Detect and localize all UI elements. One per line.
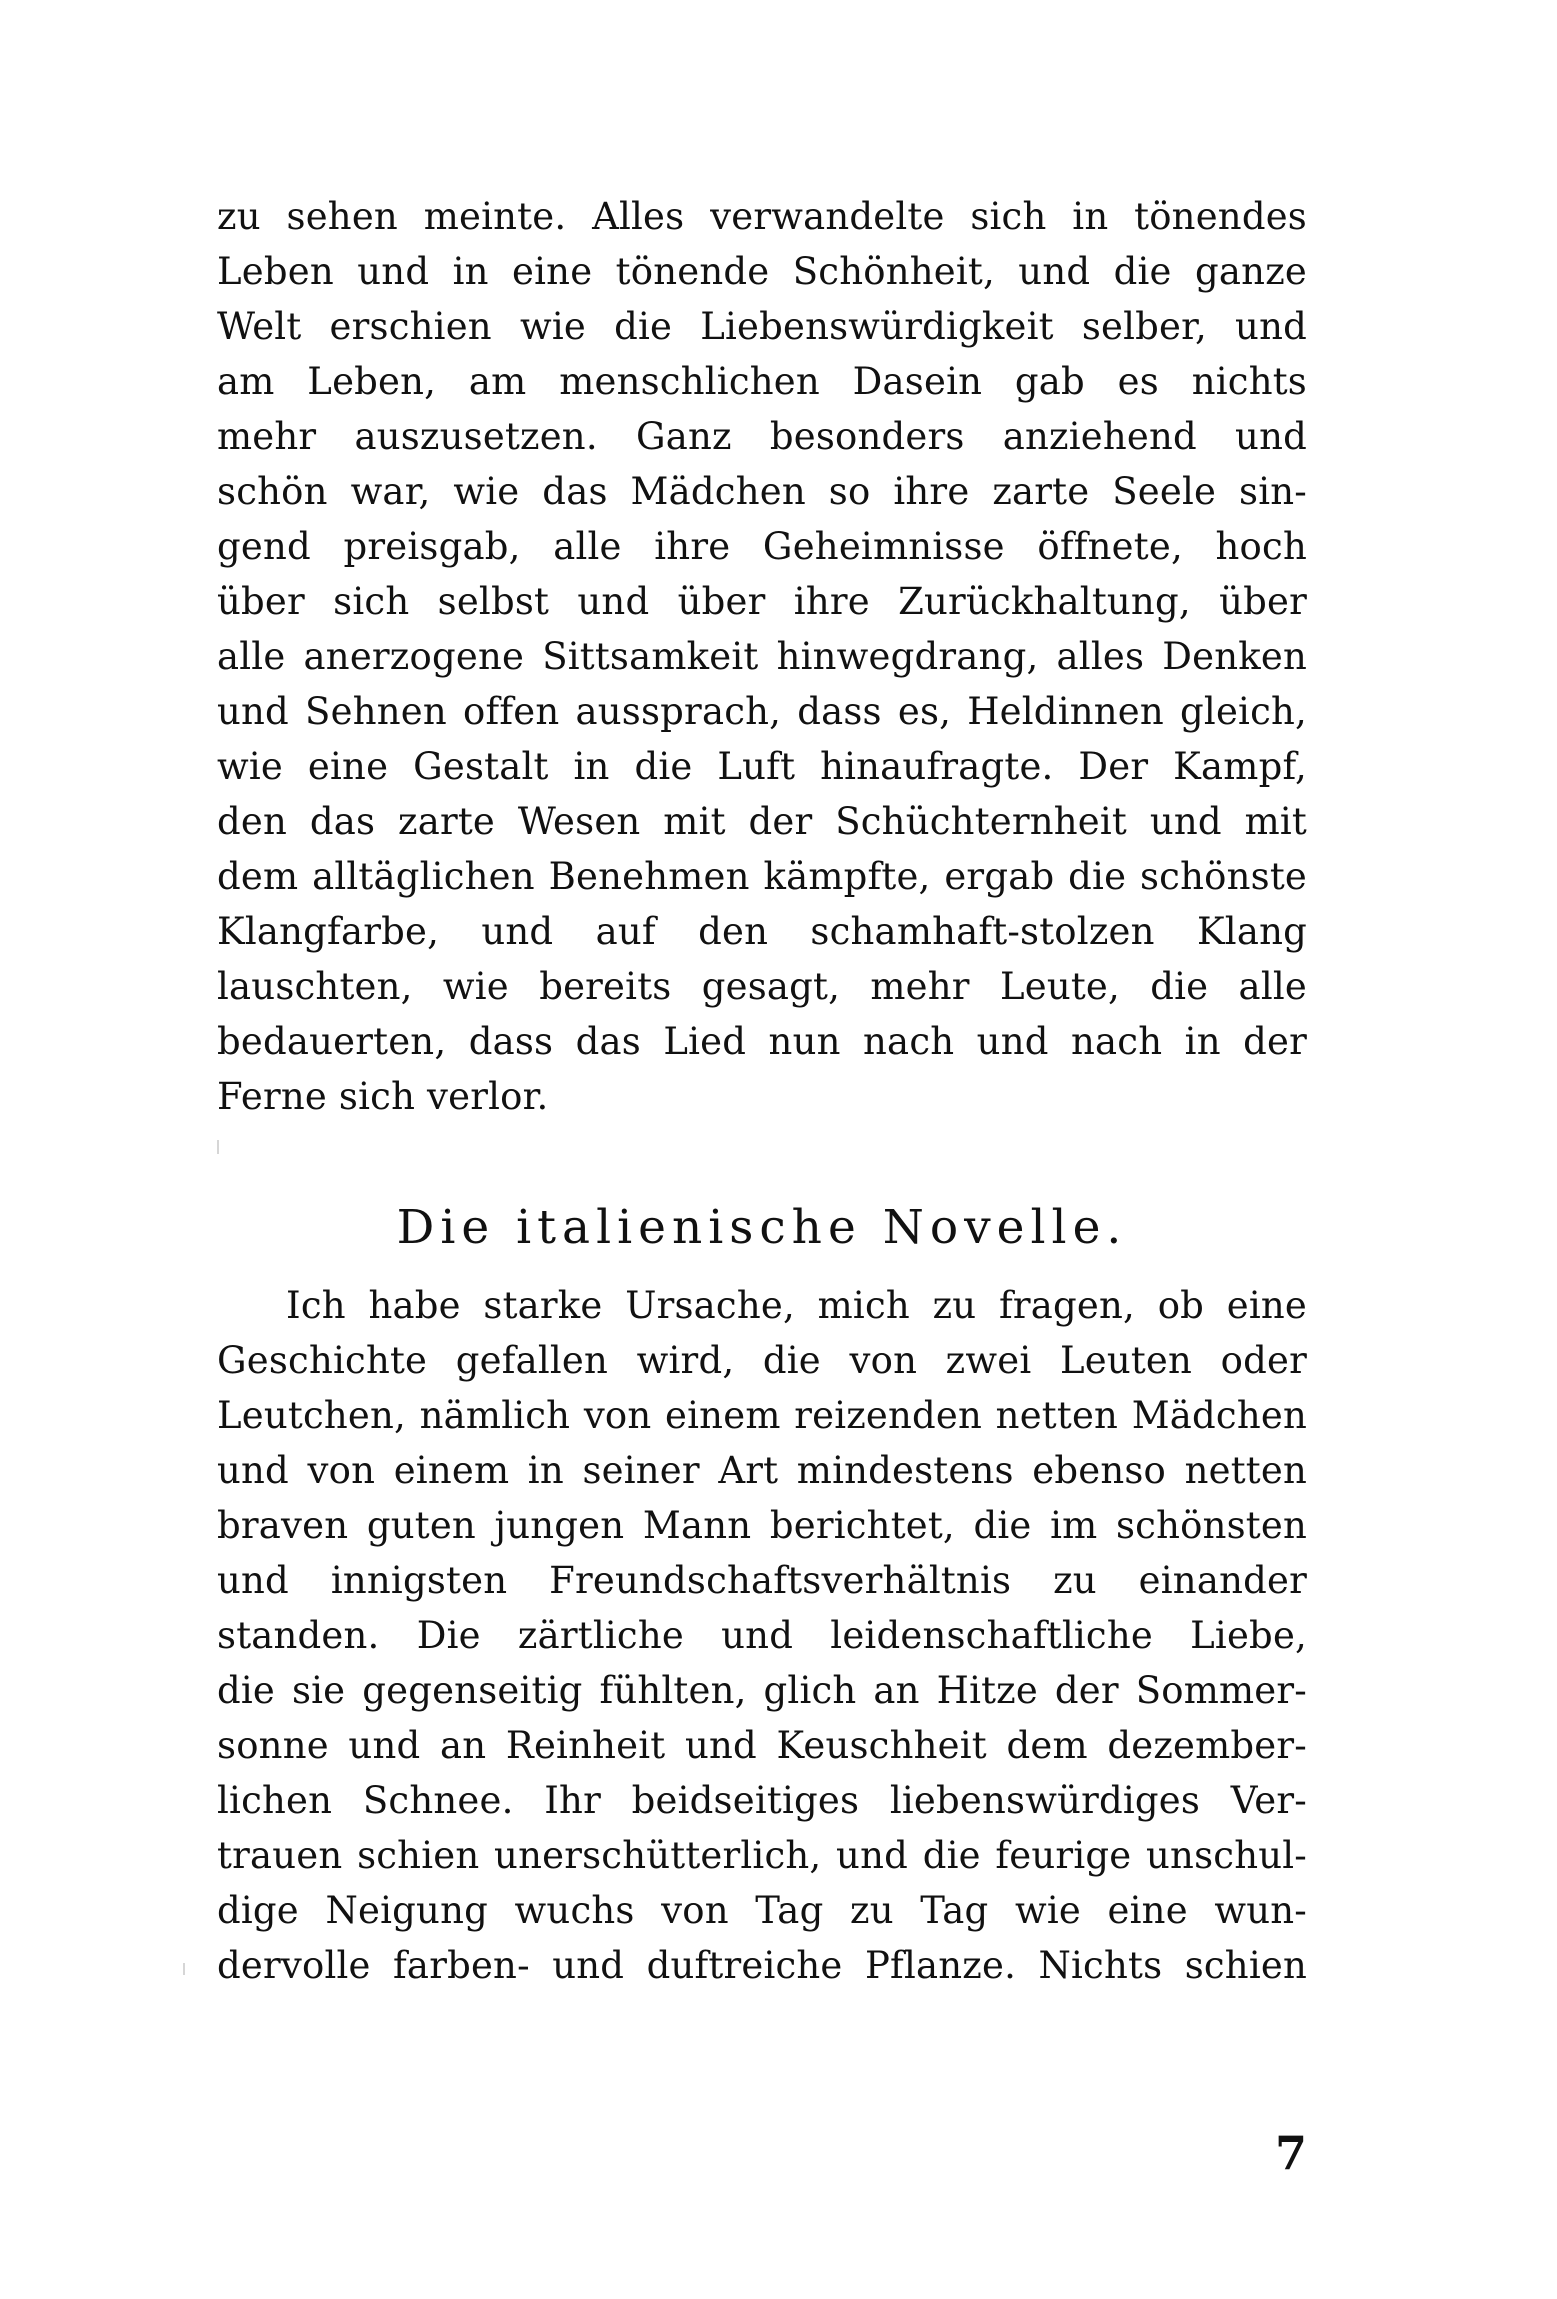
text-line: trauen schien unerschütterlich, und die feurige unschul-: [217, 1834, 1307, 1877]
text-line: am Leben, am menschlichen Dasein gab es nichts: [217, 360, 1307, 403]
text-line: und von einem in seiner Art mindestens ebenso netten: [217, 1449, 1307, 1492]
text-line: bedauerten, dass das Lied nun nach und nach in der: [217, 1020, 1307, 1063]
text-line: über sich selbst und über ihre Zurückhaltung, über: [217, 580, 1307, 623]
scan-speck: [183, 1963, 185, 1975]
page-number: 7: [1274, 2126, 1307, 2180]
section-heading: Die italienische Novelle.: [396, 1200, 1128, 1255]
text-line: den das zarte Wesen mit der Schüchternheit und mit: [217, 800, 1307, 843]
text-line: braven guten jungen Mann berichtet, die im schönsten: [217, 1504, 1307, 1547]
text-line: und Sehnen offen aussprach, dass es, Heldinnen gleich,: [217, 690, 1307, 733]
text-line: Welt erschien wie die Liebenswürdigkeit selber, und: [217, 305, 1307, 348]
text-line: Ferne sich verlor.: [217, 1075, 549, 1118]
text-line: wie eine Gestalt in die Luft hinaufragte. Der Kampf,: [217, 745, 1307, 788]
text-line: zu sehen meinte. Alles verwandelte sich in tönendes: [217, 195, 1307, 238]
text-line: Geschichte gefallen wird, die von zwei Leuten oder: [217, 1339, 1307, 1382]
text-line: standen. Die zärtliche und leidenschaftliche Liebe,: [217, 1614, 1307, 1657]
text-line: Ich habe starke Ursache, mich zu fragen, ob eine: [286, 1284, 1307, 1327]
text-line: die sie gegenseitig fühlten, glich an Hitze der Sommer-: [217, 1669, 1307, 1712]
text-line: Klangfarbe, und auf den schamhaft-stolzen Klang: [217, 910, 1307, 953]
text-line: Leben und in eine tönende Schönheit, und die ganze: [217, 250, 1307, 293]
text-line: dervolle farben- und duftreiche Pflanze. Nichts schien: [217, 1944, 1307, 1987]
text-line: Leutchen, nämlich von einem reizenden netten Mädchen: [217, 1394, 1307, 1437]
text-line: mehr auszusetzen. Ganz besonders anziehend und: [217, 415, 1307, 458]
text-line: und innigsten Freundschaftsverhältnis zu einander: [217, 1559, 1307, 1602]
text-line: dige Neigung wuchs von Tag zu Tag wie eine wun-: [217, 1889, 1307, 1932]
text-line: alle anerzogene Sittsamkeit hinwegdrang, alles Denken: [217, 635, 1307, 678]
text-line: dem alltäglichen Benehmen kämpfte, ergab die schönste: [217, 855, 1307, 898]
text-line: sonne und an Reinheit und Keuschheit dem dezember-: [217, 1724, 1307, 1767]
text-line: schön war, wie das Mädchen so ihre zarte Seele sin-: [217, 470, 1307, 513]
text-line: lichen Schnee. Ihr beidseitiges liebenswürdiges Ver-: [217, 1779, 1307, 1822]
text-line: gend preisgab, alle ihre Geheimnisse öffnete, hoch: [217, 525, 1307, 568]
text-line: lauschten, wie bereits gesagt, mehr Leute, die alle: [217, 965, 1307, 1008]
scan-speck: [217, 1140, 219, 1154]
